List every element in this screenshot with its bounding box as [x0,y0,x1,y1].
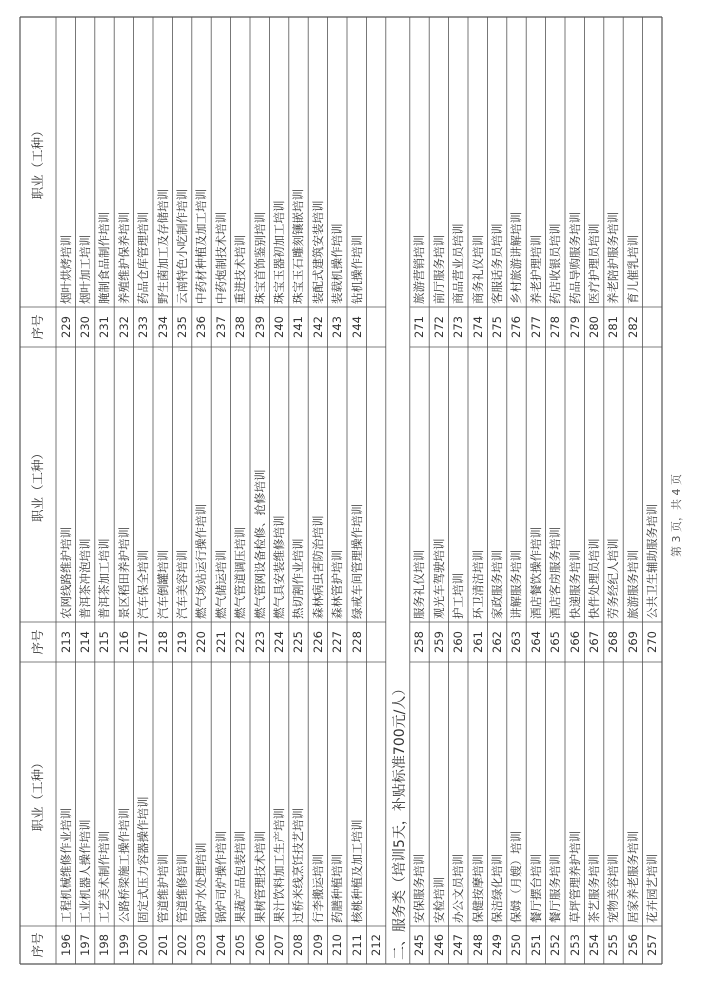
row-number: 199 [116,934,131,956]
job-name: 工艺美术制作培训 [97,831,112,923]
row-number: 236 [194,316,209,338]
row-number: 266 [567,631,582,653]
job-name: 行李搬运培训 [310,854,325,923]
job-name: 工业机器人操作培训 [77,819,92,923]
job-name: 装配式建筑安装培训 [310,200,325,304]
row-number: 264 [528,631,543,653]
row-number: 272 [431,316,446,338]
row-number: 216 [116,631,131,653]
row-number: 196 [58,934,73,956]
job-name: 餐厅摆台培训 [528,854,543,923]
row-number: 245 [412,934,427,956]
row-number: 238 [233,316,248,338]
row-number: 248 [470,934,485,956]
row-number: 282 [625,316,640,338]
row-number: 220 [194,631,209,653]
row-number: 234 [155,316,170,338]
row-number: 273 [451,316,466,338]
job-name: 安检培训 [431,877,446,923]
job-name: 果汁饮料加工生产培训 [271,808,286,923]
job-name: 钻机操作培训 [349,235,364,304]
row-number: 279 [567,316,582,338]
page-footer: 第 3 页，共 4 页 [670,474,683,557]
row-number: 203 [194,934,209,956]
job-name: 烟叶烘烤培训 [58,235,73,304]
job-name: 药品仓库管理培训 [136,212,151,304]
row-number: 231 [97,316,112,338]
job-name: 工程机械维修作业培训 [58,808,73,923]
job-name: 燃气具安装维修培训 [271,515,286,619]
job-name: 居家养老服务培训 [625,831,640,923]
row-number: 229 [58,316,73,338]
row-number: 224 [271,631,286,653]
job-name: 环卫清洁培训 [470,550,485,619]
row-number: 217 [136,631,151,653]
job-name: 珠宝首饰鉴别培训 [252,212,267,304]
job-name: 汽车倒罐培训 [155,550,170,619]
row-number: 250 [509,934,524,956]
row-number: 253 [567,934,582,956]
job-name: 珠宝玉器初加工培训 [271,200,286,304]
row-number: 262 [489,631,504,653]
job-name: 管道维修培训 [174,854,189,923]
row-number: 208 [291,934,306,956]
row-number: 274 [470,316,485,338]
row-number: 200 [136,934,151,956]
row-number: 259 [431,631,446,653]
row-number: 202 [174,934,189,956]
job-name: 锅炉水处理培训 [194,842,209,923]
row-number: 270 [645,631,660,653]
row-number: 226 [310,631,325,653]
job-name: 装载机操作培训 [330,223,345,304]
row-number: 210 [330,934,345,956]
row-number: 228 [349,631,364,653]
job-name: 劳务经纪人培训 [606,538,621,619]
row-number: 267 [586,631,601,653]
row-number: 254 [586,934,601,956]
row-number: 261 [470,631,485,653]
job-name: 珠宝玉石雕刻镶嵌培训 [291,189,306,304]
job-name: 腌制食品制作培训 [97,212,112,304]
job-name: 森林管护培训 [330,550,345,619]
job-name: 客服话务员培训 [489,223,504,304]
job-name: 快件处理员培训 [586,538,601,619]
job-name: 医疗护理员培训 [586,223,601,304]
row-number: 265 [548,631,563,653]
row-number: 243 [330,316,345,338]
job-name: 草坪管理养护培训 [567,831,582,923]
row-number: 247 [451,934,466,956]
job-name: 过桥米线烹饪技艺培训 [291,808,306,923]
row-number: 214 [77,631,92,653]
row-number: 219 [174,631,189,653]
row-number: 207 [271,934,286,956]
job-name: 燃气管网设备检修、抢修培训 [252,469,267,619]
row-number: 232 [116,316,131,338]
row-number: 256 [625,934,640,956]
job-name: 旅游营销培训 [412,235,427,304]
row-number: 240 [271,316,286,338]
row-number: 257 [645,934,660,956]
row-number: 215 [97,631,112,653]
job-name: 锅炉司炉操作培训 [213,831,228,923]
row-number: 213 [58,631,73,653]
job-name: 普洱茶冲泡培训 [77,538,92,619]
job-name: 花卉园艺培训 [645,854,660,923]
job-name: 餐厅服务培训 [548,854,563,923]
row-number: 269 [625,631,640,653]
row-number: 211 [349,934,364,956]
row-number: 277 [528,316,543,338]
row-number: 276 [509,316,524,338]
row-number: 237 [213,316,228,338]
row-number: 275 [489,316,504,338]
job-name: 酒店餐饮操作培训 [528,527,543,619]
job-name: 办公文员培训 [451,854,466,923]
job-name: 酒店客房服务培训 [548,527,563,619]
job-name: 燃气场站运行操作培训 [194,504,209,619]
job-name: 育儿催乳培训 [625,235,640,304]
job-name: 药膳种植培训 [330,854,345,923]
job-name: 宠物美容培训 [606,854,621,923]
job-name: 前厅服务培训 [431,235,446,304]
job-name: 保姆（月嫂）培训 [509,831,524,923]
job-name: 药店收银员培训 [548,223,563,304]
job-name: 汽车保全培训 [136,550,151,619]
row-number: 258 [412,631,427,653]
job-name: 果树管理技术培训 [252,831,267,923]
row-number: 239 [252,316,267,338]
row-number: 209 [310,934,325,956]
job-name: 果蔬产品包装培训 [233,831,248,923]
job-name: 观光车驾驶培训 [431,538,446,619]
row-number: 235 [174,316,189,338]
job-name: 中药炮制技术培训 [213,212,228,304]
job-name: 养老陪护服务培训 [606,212,621,304]
job-name: 保健按摩培训 [470,854,485,923]
job-name: 中药材种植及加工培训 [194,189,209,304]
job-name: 乡村旅游讲解培训 [509,212,524,304]
job-name: 热切割作业培训 [291,538,306,619]
job-name: 安保服务培训 [412,854,427,923]
job-name: 农网线路维护培训 [58,527,73,619]
job-name: 保洁绿化培训 [489,854,504,923]
row-number: 241 [291,316,306,338]
row-number: 218 [155,631,170,653]
row-number: 222 [233,631,248,653]
job-name: 烟叶加工培训 [77,235,92,304]
row-number: 251 [528,934,543,956]
job-name: 服务礼仪培训 [412,550,427,619]
row-number: 230 [77,316,92,338]
job-name: 森林病虫害防治培训 [310,515,325,619]
row-number: 244 [349,316,364,338]
job-name: 养老护理培训 [528,235,543,304]
row-number: 223 [252,631,267,653]
row-number: 227 [330,631,345,653]
row-number: 280 [586,316,601,338]
row-number: 249 [489,934,504,956]
header-job: 职业（工种） [30,756,45,832]
header-seq: 序号 [30,314,45,340]
job-name: 旅游服务培训 [625,550,640,619]
job-name: 绿戒车间管理操作培训 [349,504,364,619]
row-number: 271 [412,316,427,338]
job-name: 普洱茶加工培训 [97,538,112,619]
job-name: 药品导购服务培训 [567,212,582,304]
job-name: 景区稻田养护培训 [116,527,131,619]
job-name: 商务礼仪培训 [470,235,485,304]
row-number: 233 [136,316,151,338]
job-name: 公共卫生辅助服务培训 [645,504,660,619]
job-name: 讲解服务培训 [509,550,524,619]
row-number: 268 [606,631,621,653]
row-number: 212 [368,934,383,956]
header-seq: 序号 [30,629,45,655]
job-name: 商品营业员培训 [451,223,466,304]
row-number: 197 [77,934,92,956]
job-name: 固定式压力容器操作培训 [136,796,151,923]
row-number: 281 [606,316,621,338]
row-number: 242 [310,316,325,338]
job-name: 快递服务培训 [567,550,582,619]
row-number: 263 [509,631,524,653]
row-number: 198 [97,934,112,956]
row-number: 201 [155,934,170,956]
header-job: 职业（工种） [30,447,45,523]
job-name: 管道维护培训 [155,854,170,923]
job-name: 护工培训 [451,573,466,619]
section-heading-services: 二、服务类（培训5天，补贴标准700元/人） [391,681,408,960]
job-name: 重进技术培训 [233,235,248,304]
job-name: 公路桥梁施工操作培训 [116,808,131,923]
row-number: 246 [431,934,446,956]
job-name: 家政服务培训 [489,550,504,619]
row-number: 221 [213,631,228,653]
job-name: 野生菌加工及存储培训 [155,189,170,304]
job-name: 云南特色小吃制作培训 [174,189,189,304]
row-number: 278 [548,316,563,338]
job-name: 茶艺服务培训 [586,854,601,923]
row-number: 252 [548,934,563,956]
row-number: 255 [606,934,621,956]
job-name: 燃气储运培训 [213,550,228,619]
header-seq: 序号 [30,932,45,958]
header-job: 职业（工种） [30,124,45,200]
row-number: 260 [451,631,466,653]
row-number: 204 [213,934,228,956]
job-name: 养殖维护保养培训 [116,212,131,304]
row-number: 206 [252,934,267,956]
job-name: 燃气管道调压培训 [233,527,248,619]
job-name: 核桃种植及加工培训 [349,819,364,923]
row-number: 205 [233,934,248,956]
row-number: 225 [291,631,306,653]
job-name: 汽车美容培训 [174,550,189,619]
